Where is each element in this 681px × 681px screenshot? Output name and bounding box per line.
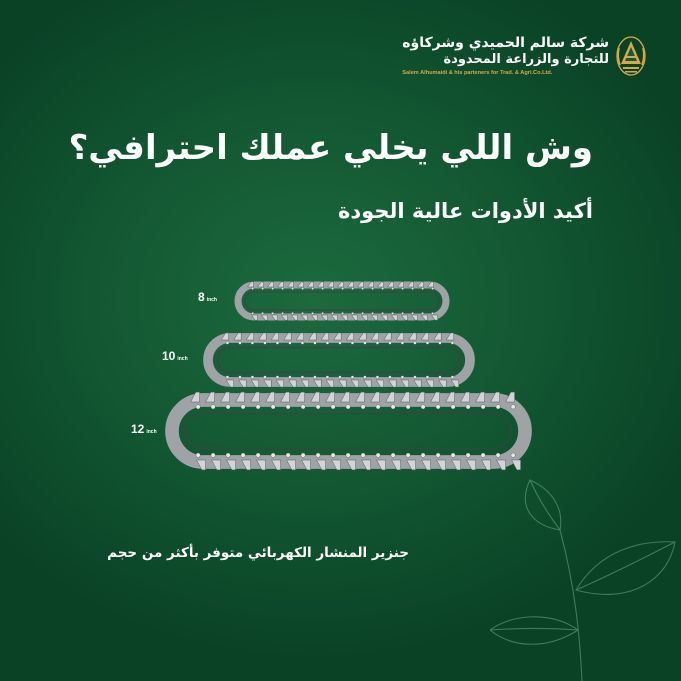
headline: وش اللي يخلي عملك احترافي؟ [68,128,593,168]
footer-text: جنزير المنشار الكهربائي متوفر بأكثر من حجم [107,545,409,561]
chain-size-label-10 [162,347,188,365]
plant-leaves-icon [490,470,681,681]
saw-chain-10 [208,333,470,387]
company-name-arabic-line1: شركة سالم الحميدي وشركاؤه [402,34,609,51]
company-name-arabic-line2: للتجارة والزراعة المحدودة [443,51,609,67]
chain-size-number: 8 [198,290,205,304]
chain-size-number: 10 [162,349,176,363]
subheadline: أكيد الأدوات عالية الجودة [338,199,593,223]
company-name-english: Salem Alhumaidi & his parteners for Trad. & Agri.Co.Ltd. [402,69,553,76]
chain-size-label-12 [131,420,157,438]
chain-size-unit: inch [146,429,157,435]
chain-size-unit: inch [177,356,188,362]
saw-chain-12 [172,392,525,470]
chain-size-unit: inch [206,297,217,303]
saw-chain-8 [238,282,446,320]
chain-size-number: 12 [131,422,145,436]
chain-size-label-8 [198,288,217,306]
